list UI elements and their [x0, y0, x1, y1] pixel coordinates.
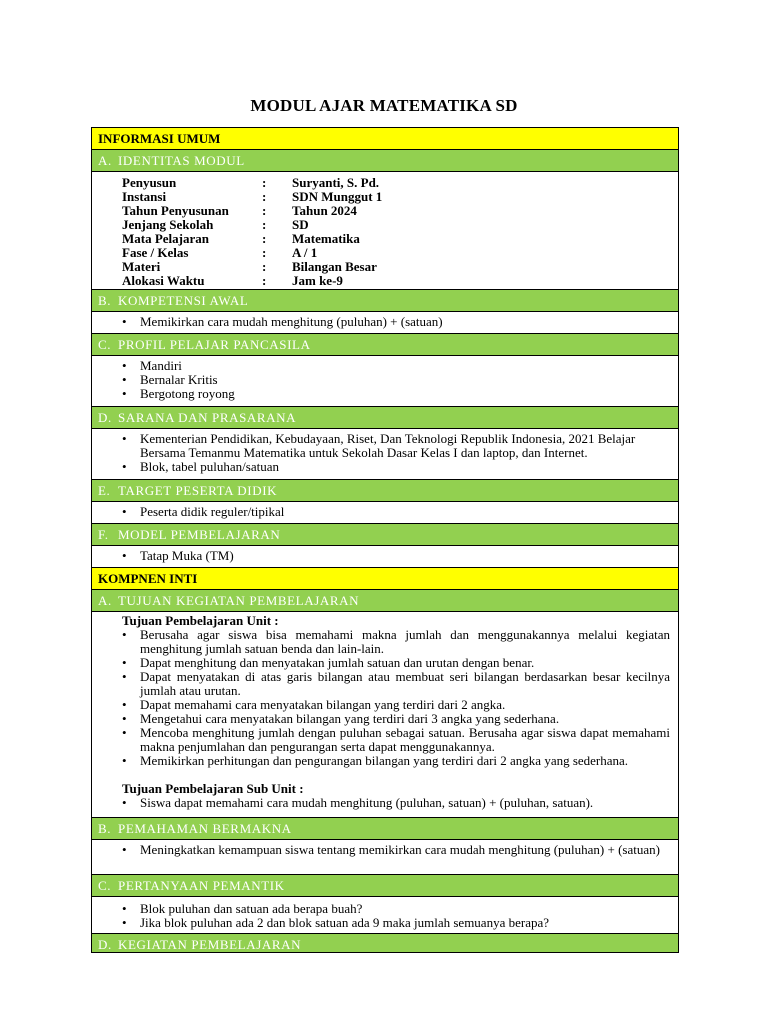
- unit-subtitle: Tujuan Pembelajaran Unit :: [122, 613, 279, 628]
- header-pertanyaan-pemantik: [92, 874, 678, 896]
- section-label: MODEL PEMBELAJARAN: [118, 527, 281, 542]
- list-item: • Mengetahui cara menyatakan bilangan yang terdiri dari 3 angka yang sederhana.: [120, 712, 670, 726]
- section-letter: E.: [98, 483, 111, 498]
- identitas-row: [122, 246, 670, 260]
- identitas-value: Bilangan Besar: [292, 259, 377, 274]
- section-label: TARGET PESERTA DIDIK: [118, 483, 278, 498]
- list-item: • Dapat memahami cara menyatakan bilangan yang terdiri dari 2 angka.: [120, 698, 670, 712]
- list-item: • Siswa dapat memahami cara mudah menghitung (puluhan, satuan) + (puluhan, satuan).: [120, 796, 670, 810]
- module-table: [91, 127, 679, 953]
- header-profil-pelajar: [92, 333, 678, 355]
- list-item: • Blok puluhan dan satuan ada berapa buah?: [120, 902, 670, 916]
- identitas-sep: :: [262, 217, 267, 232]
- list-item: • Peserta didik reguler/tipikal: [120, 505, 670, 519]
- identitas-key: Instansi: [122, 189, 167, 204]
- spacer: [120, 768, 670, 782]
- section-letter: B.: [98, 293, 112, 308]
- section-label: PERTANYAAN PEMANTIK: [118, 878, 285, 893]
- identitas-value: Suryanti, S. Pd.: [292, 175, 380, 190]
- section-letter: C.: [98, 337, 112, 352]
- identitas-value: Tahun 2024: [292, 203, 357, 218]
- identitas-sep: :: [262, 203, 267, 218]
- subunit-subtitle: Tujuan Pembelajaran Sub Unit :: [122, 781, 304, 796]
- section-letter: C.: [98, 878, 112, 893]
- tujuan-body: [92, 611, 678, 817]
- section-letter: F.: [98, 527, 109, 542]
- section-letter: A.: [98, 593, 112, 608]
- list-item: • Mencoba menghitung jumlah dengan puluhan sebagai satuan. Berusaha agar siswa dapat memahami makna penjumlahan dan pengurangan serta dapat menggunakannya.: [120, 726, 670, 754]
- identitas-value: SD: [292, 217, 309, 232]
- identitas-key: Tahun Penyusunan: [122, 203, 229, 218]
- section-label: TUJUAN KEGIATAN PEMBELAJARAN: [118, 593, 360, 608]
- identitas-value: SDN Munggut 1: [292, 189, 383, 204]
- identitas-sep: :: [262, 273, 267, 288]
- list-item: • Berusaha agar siswa bisa memahami makna jumlah dan menggunakannya melalui kegiatan menghitung jumlah satuan benda dan lain-lain.: [120, 628, 670, 656]
- identitas-row: [122, 274, 670, 288]
- identitas-sep: :: [262, 245, 267, 260]
- list-item: • Dapat menghitung dan menyatakan jumlah satuan dan urutan dengan benar.: [120, 656, 670, 670]
- sarana-body: [92, 428, 678, 479]
- identitas-key: Fase / Kelas: [122, 245, 189, 260]
- header-identitas-modul: [92, 149, 678, 171]
- header-sarana-prasarana: [92, 406, 678, 428]
- identitas-key: Penyusun: [122, 175, 177, 190]
- section-label: PROFIL PELAJAR PANCASILA: [118, 337, 311, 352]
- target-body: [92, 501, 678, 523]
- list-item: • Memikirkan perhitungan dan pengurangan bilangan yang terdiri dari 2 angka yang sederhana.: [120, 754, 670, 768]
- identitas-row: [122, 232, 670, 246]
- identitas-value: Jam ke-9: [292, 273, 343, 288]
- identitas-row: [122, 204, 670, 218]
- list-item: • Mandiri: [120, 359, 670, 373]
- section-letter: D.: [98, 937, 112, 952]
- list-item: • Meningkatkan kemampuan siswa tentang memikirkan cara mudah menghitung (puluhan) + (satuan): [120, 843, 670, 857]
- identitas-value: A / 1: [292, 245, 318, 260]
- identitas-sep: :: [262, 259, 267, 274]
- identitas-row: [122, 218, 670, 232]
- header-target-peserta: [92, 479, 678, 501]
- identitas-body: [92, 171, 678, 289]
- identitas-sep: :: [262, 231, 267, 246]
- list-item: • Bergotong royong: [120, 387, 670, 401]
- pertanyaan-body: [92, 896, 678, 933]
- profil-body: [92, 355, 678, 406]
- list-item: • Kementerian Pendidikan, Kebudayaan, Riset, Dan Teknologi Republik Indonesia, 2021 Belajar Bersama Temanmu Matematika untuk Sekolah Dasar Kelas I dan laptop, dan Internet.: [120, 432, 670, 460]
- identitas-sep: :: [262, 189, 267, 204]
- section-label: KEGIATAN PEMBELAJARAN: [118, 937, 302, 952]
- pemahaman-body: [92, 839, 678, 874]
- identitas-sep: :: [262, 175, 267, 190]
- list-item: • Memikirkan cara mudah menghitung (puluhan) + (satuan): [120, 315, 670, 329]
- identitas-key: Alokasi Waktu: [122, 273, 205, 288]
- list-item: • Dapat menyatakan di atas garis bilangan atau membuat seri bilangan berdasarkan besar kecilnya jumlah atau urutan.: [120, 670, 670, 698]
- section-komponen-inti: KOMPNEN INTI: [92, 567, 678, 589]
- list-item: • Bernalar Kritis: [120, 373, 670, 387]
- identitas-key: Mata Pelajaran: [122, 231, 210, 246]
- identitas-row: [122, 260, 670, 274]
- kompetensi-body: [92, 311, 678, 333]
- identitas-key: Jenjang Sekolah: [122, 217, 214, 232]
- section-letter: A.: [98, 153, 112, 168]
- header-pemahaman-bermakna: [92, 817, 678, 839]
- header-kompetensi-awal: [92, 289, 678, 311]
- section-informasi-umum: INFORMASI UMUM: [92, 127, 678, 149]
- section-letter: B.: [98, 821, 112, 836]
- model-body: [92, 545, 678, 567]
- list-item: • Tatap Muka (TM): [120, 549, 670, 563]
- section-label: KOMPETENSI AWAL: [118, 293, 249, 308]
- section-label: IDENTITAS MODUL: [118, 153, 245, 168]
- list-item: • Blok, tabel puluhan/satuan: [120, 460, 670, 474]
- list-item: • Jika blok puluhan ada 2 dan blok satuan ada 9 maka jumlah semuanya berapa?: [120, 916, 670, 930]
- identitas-value: Matematika: [292, 231, 360, 246]
- identitas-row: [122, 176, 670, 190]
- identitas-key: Materi: [122, 259, 161, 274]
- header-kegiatan-pembelajaran: [92, 933, 678, 953]
- identitas-row: [122, 190, 670, 204]
- header-tujuan-kegiatan: [92, 589, 678, 611]
- document-title: MODUL AJAR MATEMATIKA SD: [250, 96, 518, 115]
- header-model-pembelajaran: [92, 523, 678, 545]
- section-label: SARANA DAN PRASARANA: [118, 410, 297, 425]
- section-letter: D.: [98, 410, 112, 425]
- section-label: PEMAHAMAN BERMAKNA: [118, 821, 292, 836]
